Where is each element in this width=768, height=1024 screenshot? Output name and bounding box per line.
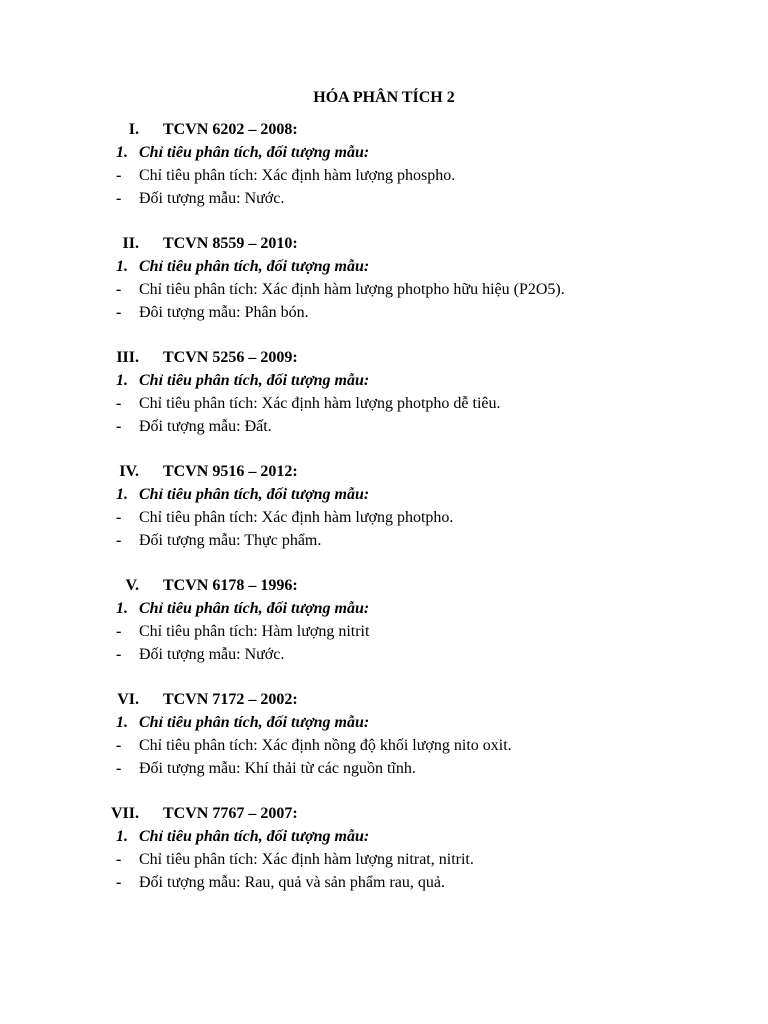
section-heading	[0, 688, 768, 711]
section-heading	[0, 574, 768, 597]
bullet-text: Chỉ tiêu phân tích: Xác định hàm lượng nitrat, nitrit.	[139, 851, 474, 868]
bullet-item	[0, 187, 768, 210]
standard-code: TCVN 8559 – 2010:	[163, 235, 298, 252]
document-title: HÓA PHÂN TÍCH 2	[313, 89, 455, 106]
bullet-text: Đối tượng mẫu: Nước.	[139, 190, 285, 207]
bullet-dash: -	[116, 532, 122, 549]
bullet-item	[0, 848, 768, 871]
bullet-text: Đôi tượng mẫu: Phân bón.	[139, 304, 309, 321]
section-heading	[0, 460, 768, 483]
sub-heading: Chỉ tiêu phân tích, đối tượng mẫu:	[139, 258, 370, 275]
sub-heading-line	[0, 825, 768, 848]
section-3	[0, 346, 768, 460]
sub-number: 1.	[116, 600, 128, 617]
sub-number: 1.	[116, 372, 128, 389]
bullet-text: Chỉ tiêu phân tích: Xác định nồng độ khối lượng nito oxit.	[139, 737, 512, 754]
roman-numeral: III.	[116, 349, 139, 366]
bullet-item	[0, 757, 768, 780]
standard-code: TCVN 7767 – 2007:	[163, 805, 298, 822]
bullet-dash: -	[116, 760, 122, 777]
bullet-dash: -	[116, 623, 122, 640]
standard-code: TCVN 7172 – 2002:	[163, 691, 298, 708]
sub-number: 1.	[116, 828, 128, 845]
standard-code: TCVN 5256 – 2009:	[163, 349, 298, 366]
bullet-text: Chỉ tiêu phân tích: Hàm lượng nitrit	[139, 623, 370, 640]
bullet-item	[0, 392, 768, 415]
sub-number: 1.	[116, 714, 128, 731]
section-heading	[0, 232, 768, 255]
bullet-text: Đối tượng mẫu: Nước.	[139, 646, 285, 663]
section-heading	[0, 802, 768, 825]
bullet-dash: -	[116, 167, 122, 184]
bullet-text: Đối tượng mẫu: Rau, quả và sản phẩm rau, quả.	[139, 874, 445, 891]
bullet-item	[0, 529, 768, 552]
bullet-text: Chỉ tiêu phân tích: Xác định hàm lượng photpho dễ tiêu.	[139, 395, 501, 412]
sub-number: 1.	[116, 258, 128, 275]
bullet-dash: -	[116, 737, 122, 754]
roman-numeral: I.	[128, 121, 139, 138]
section-4	[0, 460, 768, 574]
bullet-item	[0, 415, 768, 438]
sub-heading: Chỉ tiêu phân tích, đối tượng mẫu:	[139, 828, 370, 845]
bullet-text: Đối tượng mẫu: Thực phẩm.	[139, 532, 322, 549]
bullet-item	[0, 643, 768, 666]
bullet-item	[0, 734, 768, 757]
sub-heading: Chỉ tiêu phân tích, đối tượng mẫu:	[139, 600, 370, 617]
sub-heading: Chỉ tiêu phân tích, đối tượng mẫu:	[139, 486, 370, 503]
roman-numeral: VI.	[117, 691, 139, 708]
sub-number: 1.	[116, 486, 128, 503]
bullet-item	[0, 164, 768, 187]
sub-heading-line	[0, 369, 768, 392]
roman-numeral: V.	[125, 577, 139, 594]
bullet-dash: -	[116, 874, 122, 891]
standard-code: TCVN 9516 – 2012:	[163, 463, 298, 480]
section-7	[0, 802, 768, 916]
bullet-item	[0, 506, 768, 529]
sub-heading: Chỉ tiêu phân tích, đối tượng mẫu:	[139, 372, 370, 389]
bullet-text: Đối tượng mẫu: Đất.	[139, 418, 272, 435]
bullet-dash: -	[116, 851, 122, 868]
bullet-dash: -	[116, 281, 122, 298]
bullet-item	[0, 871, 768, 894]
sub-heading-line	[0, 597, 768, 620]
bullet-item	[0, 620, 768, 643]
sub-heading: Chỉ tiêu phân tích, đối tượng mẫu:	[139, 714, 370, 731]
bullet-text: Chỉ tiêu phân tích: Xác định hàm lượng photpho hữu hiệu (P2O5).	[139, 281, 565, 298]
sub-heading-line	[0, 255, 768, 278]
roman-numeral: II.	[122, 235, 139, 252]
bullet-text: Chỉ tiêu phân tích: Xác định hàm lượng phospho.	[139, 167, 456, 184]
bullet-item	[0, 301, 768, 324]
bullet-dash: -	[116, 646, 122, 663]
sub-heading-line	[0, 711, 768, 734]
bullet-text: Chỉ tiêu phân tích: Xác định hàm lượng photpho.	[139, 509, 454, 526]
roman-numeral: IV.	[119, 463, 139, 480]
section-2	[0, 232, 768, 346]
bullet-dash: -	[116, 509, 122, 526]
bullet-dash: -	[116, 190, 122, 207]
sub-number: 1.	[116, 144, 128, 161]
sub-heading-line	[0, 141, 768, 164]
section-1	[0, 118, 768, 232]
section-6	[0, 688, 768, 802]
bullet-item	[0, 278, 768, 301]
standard-code: TCVN 6178 – 1996:	[163, 577, 298, 594]
sub-heading: Chỉ tiêu phân tích, đối tượng mẫu:	[139, 144, 370, 161]
roman-numeral: VII.	[110, 805, 139, 822]
sub-heading-line	[0, 483, 768, 506]
section-heading	[0, 346, 768, 369]
bullet-dash: -	[116, 395, 122, 412]
bullet-text: Đối tượng mẫu: Khí thải từ các nguồn tĩnh.	[139, 760, 416, 777]
bullet-dash: -	[116, 304, 122, 321]
standard-code: TCVN 6202 – 2008:	[163, 121, 298, 138]
bullet-dash: -	[116, 418, 122, 435]
sections-list	[0, 118, 768, 916]
section-heading	[0, 118, 768, 141]
section-5	[0, 574, 768, 688]
